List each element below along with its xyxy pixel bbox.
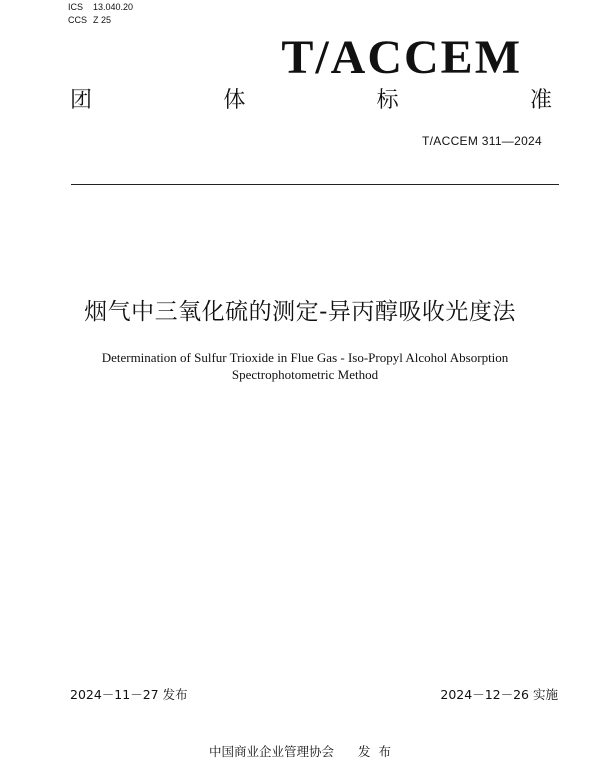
standard-type-char: 标 — [376, 88, 399, 113]
issue-date: 2024－11－27 发布 — [70, 687, 188, 702]
organization-logo: T/ACCEM — [281, 31, 522, 84]
ics-code — [68, 1, 133, 14]
title-english-line: Spectrophotometric Method — [231, 367, 379, 382]
title-english-line: Determination of Sulfur Trioxide in Flue Gas - Iso-Propyl Alcohol Absorption — [101, 350, 509, 365]
standard-type-char: 体 — [223, 88, 246, 113]
title-english — [70, 349, 540, 383]
ccs-value: Z 25 — [93, 15, 112, 25]
publisher-name: 中国商业企业管理协会 — [209, 744, 335, 759]
classification-codes — [68, 1, 133, 27]
implementation-date: 2024－12－26 实施 — [440, 687, 558, 702]
publish-action: 发 布 — [358, 744, 391, 759]
ics-value: 13.040.20 — [93, 2, 134, 12]
publisher — [0, 744, 600, 760]
standard-type-char: 团 — [70, 88, 93, 113]
ics-label: ICS — [68, 2, 84, 12]
standard-type — [70, 88, 552, 114]
standard-number: T/ACCEM 311—2024 — [422, 134, 542, 148]
header-divider — [71, 184, 559, 185]
ccs-label: CCS — [68, 15, 88, 25]
standard-type-char: 准 — [529, 88, 552, 113]
ccs-code — [68, 14, 133, 27]
title-chinese: 烟气中三氧化硫的测定-异丙醇吸收光度法 — [84, 299, 516, 325]
